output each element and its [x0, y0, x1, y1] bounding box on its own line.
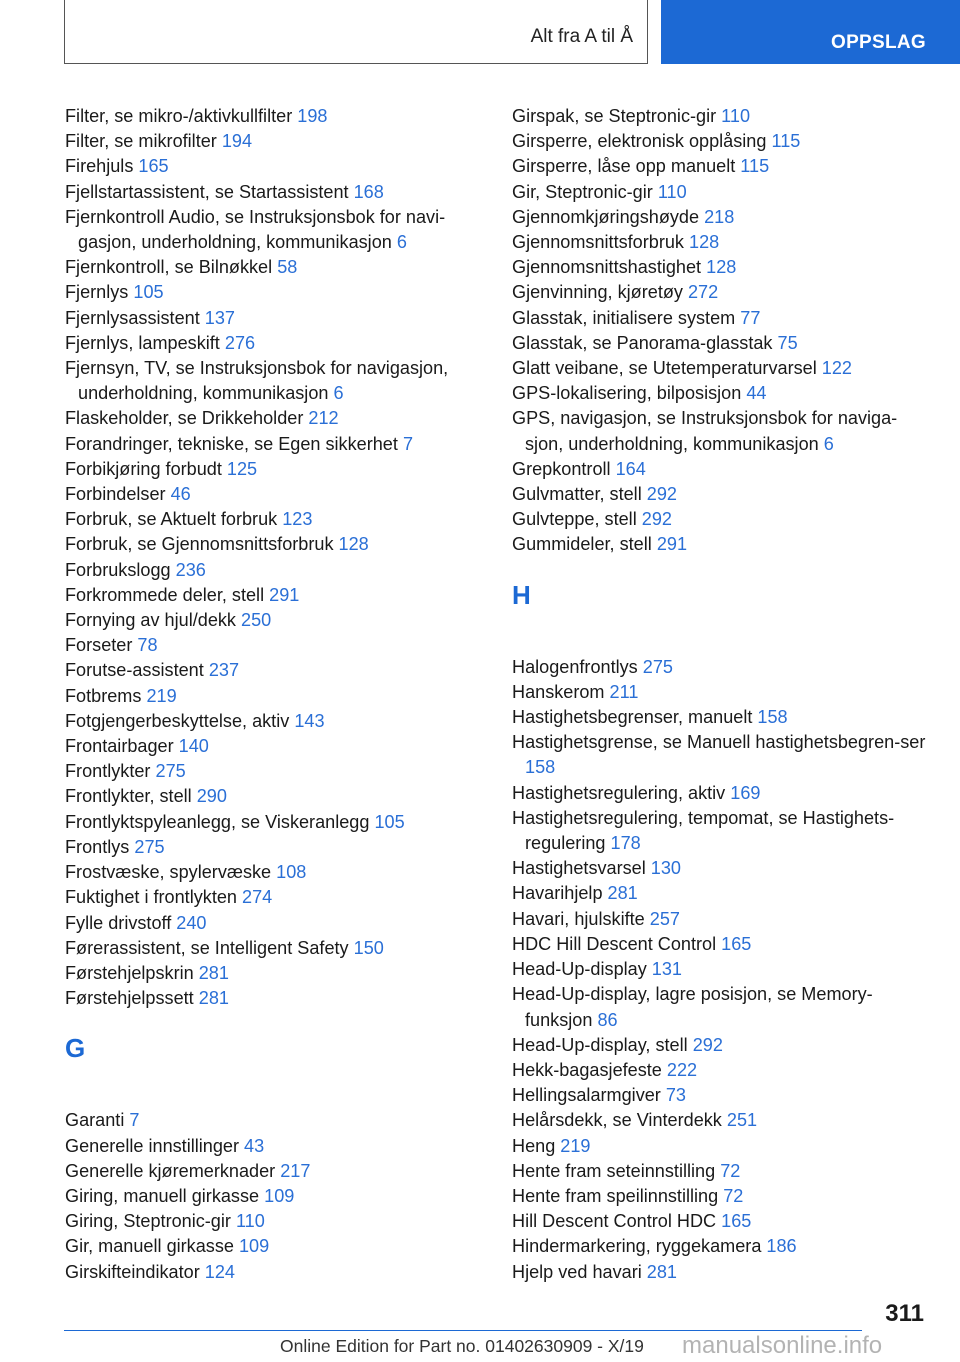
letter-heading-h: H: [512, 579, 531, 610]
index-entry: [65, 255, 485, 280]
index-entry: [512, 180, 932, 205]
index-entry: [65, 885, 485, 910]
page-link[interactable]: 291: [269, 584, 300, 605]
page-link[interactable]: 272: [687, 282, 719, 303]
page-link[interactable]: 275: [642, 656, 673, 677]
index-entry-text: Head-Up-display, lagre posisjon, se Memory-funksjon: [512, 984, 873, 1030]
index-entry-text: Frontlykter, stell: [65, 786, 192, 807]
index-entry: [512, 1108, 932, 1133]
page-link[interactable]: 290: [196, 786, 227, 807]
footer-edition-text: Online Edition for Part no. 01402630909 - X/19: [280, 1336, 644, 1356]
page-link[interactable]: 257: [649, 908, 680, 929]
page-link[interactable]: 281: [646, 1261, 677, 1282]
index-entry: [65, 1184, 485, 1209]
index-entry: [512, 982, 932, 1032]
chapter-header-box: [64, 0, 648, 64]
page-link[interactable]: 143: [294, 710, 325, 731]
index-entry-text: Generelle innstillinger: [65, 1135, 239, 1156]
index-entry-text: Forbrukslogg: [65, 559, 171, 580]
index-entry-text: Glatt veibane, se Utetemperaturvarsel: [512, 358, 817, 379]
index-entry-text: Fuktighet i frontlykten: [65, 887, 237, 908]
page-link[interactable]: 105: [374, 811, 405, 832]
index-entry-text: Flaskeholder, se Drikkeholder: [65, 408, 304, 429]
page-link[interactable]: 86: [597, 1009, 618, 1030]
index-entry: [512, 356, 932, 381]
index-entry: [512, 381, 932, 406]
page-link[interactable]: 7: [402, 433, 414, 454]
page-link[interactable]: 124: [204, 1261, 235, 1282]
index-entry: [65, 658, 485, 683]
index-entry: [512, 1083, 932, 1108]
page-link[interactable]: 292: [692, 1034, 723, 1055]
page-link[interactable]: 194: [221, 131, 253, 152]
index-entry: [512, 1033, 932, 1058]
index-entry: [65, 911, 485, 936]
index-entry: [65, 457, 485, 482]
page-link[interactable]: 281: [607, 883, 638, 904]
page-link[interactable]: 275: [155, 761, 186, 782]
index-entry-text: Fotgjengerbeskyttelse, aktiv: [65, 710, 290, 731]
footer-divider: [64, 1330, 862, 1331]
index-entry-text: Hanskerom: [512, 681, 605, 702]
index-entry-text: Gir, Steptronic-gir: [512, 181, 653, 202]
page-link[interactable]: 137: [204, 307, 235, 328]
page-link[interactable]: 110: [657, 181, 687, 202]
index-entry-text: Helårsdekk, se Vinterdekk: [512, 1110, 722, 1131]
index-entry: [65, 759, 485, 784]
page-link[interactable]: 178: [610, 833, 641, 854]
page-link[interactable]: 219: [560, 1135, 591, 1156]
index-entry: [512, 532, 932, 557]
page-link[interactable]: 236: [175, 559, 206, 580]
index-entry: [65, 583, 485, 608]
index-entry-text: Fotbrems: [65, 685, 142, 706]
index-entry-text: Hastighetsgrense, se Manuell hastighetsbegren-ser: [512, 732, 926, 753]
index-entry-text: Fornying av hjul/dekk: [65, 610, 236, 631]
index-entry: [512, 856, 932, 881]
page-link[interactable]: 291: [656, 534, 688, 555]
index-entry: [65, 1260, 485, 1285]
index-entry: [65, 734, 485, 759]
index-entry: [512, 1159, 932, 1184]
index-entry: [65, 406, 485, 431]
page-link[interactable]: 164: [615, 458, 646, 479]
page-link[interactable]: 78: [137, 635, 158, 656]
page-link[interactable]: 44: [746, 383, 767, 404]
index-entry: [65, 784, 485, 809]
page-link[interactable]: 251: [726, 1110, 758, 1131]
index-entry-text: Gjenvinning, kjøretøy: [512, 282, 683, 303]
watermark-logo: manualsonline.info: [682, 1332, 883, 1359]
index-entry-text: Gummideler, stell: [512, 534, 652, 555]
page-link[interactable]: 7: [129, 1110, 140, 1131]
page-link[interactable]: 274: [242, 887, 273, 908]
index-entry-text: Forkrommede deler, stell: [65, 584, 265, 605]
index-entry-text: Head-Up-display, stell: [512, 1034, 688, 1055]
index-entry: [512, 255, 932, 280]
index-entry: [512, 806, 932, 856]
page-link[interactable]: 110: [721, 106, 751, 126]
index-entry-text: Forutse-assistent: [65, 660, 204, 681]
index-entry-text: Giring, manuell girkasse: [65, 1185, 260, 1206]
index-entry: [65, 633, 485, 658]
page-link[interactable]: 240: [176, 912, 207, 933]
page-link[interactable]: 219: [146, 685, 177, 706]
page-link[interactable]: 186: [766, 1236, 797, 1257]
page-link[interactable]: 109: [264, 1185, 295, 1206]
index-entry-text: Gulvmatter, stell: [512, 484, 642, 505]
index-entry-text: Hastighetsregulering, tempomat, se Hastighets-regulering: [512, 807, 895, 854]
page-link[interactable]: 131: [651, 959, 682, 980]
page-link[interactable]: 108: [276, 862, 307, 883]
index-entry: [512, 331, 932, 356]
entry-list-g-cont: [512, 104, 932, 558]
index-entry-text: Fylle drivstoff: [65, 912, 172, 933]
page-link[interactable]: 109: [238, 1236, 270, 1257]
index-entry-text: Forbruk, se Gjennomsnittsforbruk: [65, 534, 334, 555]
index-entry-text: Fjellstartassistent, se Startassistent: [65, 181, 349, 202]
page-link[interactable]: 292: [646, 484, 677, 505]
index-entry: [512, 730, 932, 780]
index-entry-text: Hill Descent Control HDC: [512, 1211, 717, 1232]
index-entry: [65, 306, 485, 331]
page-number: 311: [885, 1300, 924, 1327]
index-entry-text: Frontairbager: [65, 736, 174, 757]
index-entry-text: Fjernkontroll Audio, se Instruksjonsbok for navi-gasjon, underholdning, kommunikasjon: [65, 206, 446, 253]
index-entry-text: Girspak, se Steptronic-gir: [512, 106, 717, 126]
letter-heading-block: [512, 558, 932, 655]
index-entry: [512, 205, 932, 230]
index-entry-text: Filter, se mikrofilter: [65, 131, 217, 152]
index-entry: [65, 810, 485, 835]
index-entry-text: Hastighetsvarsel: [512, 858, 646, 879]
index-entry: [512, 104, 932, 129]
index-entry: [512, 881, 932, 906]
index-entry-text: Girsperre, elektronisk opplåsing: [512, 131, 767, 152]
page-link[interactable]: 150: [353, 937, 384, 958]
index-entry-text: Fjernsyn, TV, se Instruksjonsbok for navigasjon, underholdning, kommunikasjon: [65, 358, 449, 404]
index-entry: [65, 356, 485, 406]
index-entry-text: Grepkontroll: [512, 458, 611, 479]
index-entry: [65, 835, 485, 860]
index-entry: [512, 907, 932, 932]
index-entry-text: Havarihjelp: [512, 883, 603, 904]
index-entry-text: Havari, hjulskifte: [512, 908, 645, 929]
page-link[interactable]: 250: [241, 610, 272, 631]
index-entry: [512, 655, 932, 680]
index-entry: [65, 1209, 485, 1234]
index-entry-text: Forbindelser: [65, 484, 166, 505]
index-column-left: [65, 104, 485, 1285]
index-entry-text: GPS, navigasjon, se Instruksjonsbok for naviga-sjon, underholdning, kommunikasjon: [512, 408, 898, 454]
index-entry: [512, 781, 932, 806]
page-link[interactable]: 73: [665, 1085, 686, 1106]
index-entry: [65, 709, 485, 734]
index-entry-text: Hastighetsbegrenser, manuelt: [512, 707, 753, 728]
index-entry-text: Halogenfrontlys: [512, 656, 638, 677]
index-entry-text: Førerassistent, se Intelligent Safety: [65, 937, 349, 958]
index-entry: [512, 507, 932, 532]
page-link[interactable]: 276: [224, 332, 256, 353]
index-entry-text: Gjennomsnittsforbruk: [512, 232, 684, 253]
index-entry-text: Gjennomsnittshastighet: [512, 257, 702, 278]
page-link[interactable]: 58: [277, 257, 298, 278]
index-entry-text: Hekk-bagasjefeste: [512, 1059, 662, 1080]
page-link[interactable]: 222: [666, 1059, 698, 1080]
page-link[interactable]: 77: [740, 307, 761, 328]
index-entry: [65, 961, 485, 986]
page-link[interactable]: 72: [720, 1160, 741, 1181]
page-link[interactable]: 130: [650, 858, 681, 879]
index-entry-text: HDC Hill Descent Control: [512, 933, 717, 954]
page-link[interactable]: 158: [525, 757, 556, 778]
index-entry: [65, 432, 485, 457]
index-entry: [65, 1134, 485, 1159]
page-link[interactable]: 115: [740, 156, 770, 177]
page-link[interactable]: 6: [396, 232, 407, 253]
page-header: [0, 0, 960, 68]
index-entry-text: Hente fram speilinnstilling: [512, 1185, 719, 1206]
index-entry: [65, 180, 485, 205]
index-entry-text: Gir, manuell girkasse: [65, 1236, 234, 1257]
page-link[interactable]: 75: [777, 332, 798, 353]
index-entry: [65, 608, 485, 633]
index-entry: [512, 154, 932, 179]
page-link[interactable]: 128: [689, 232, 720, 253]
page-link[interactable]: 165: [138, 156, 169, 177]
index-column-right: [512, 104, 932, 1285]
index-entry: [512, 1234, 932, 1259]
page-link[interactable]: 6: [823, 433, 834, 454]
index-entry: [65, 104, 485, 129]
page-link[interactable]: 212: [308, 408, 339, 429]
index-entry: [512, 1209, 932, 1234]
page-link[interactable]: 169: [730, 782, 761, 803]
index-entry: [65, 532, 485, 557]
index-entry-text: Frostvæske, spylervæske: [65, 862, 272, 883]
index-entry-text: Firehjuls: [65, 156, 134, 177]
index-entry: [512, 457, 932, 482]
index-entry-text: Gulvteppe, stell: [512, 509, 637, 530]
page-link[interactable]: 46: [170, 484, 191, 505]
index-entry: [65, 154, 485, 179]
index-entry-text: Heng: [512, 1135, 556, 1156]
page-link[interactable]: 217: [280, 1160, 311, 1181]
index-entry-text: Generelle kjøremerknader: [65, 1160, 276, 1181]
index-entry-text: Girsperre, låse opp manuelt: [512, 156, 736, 177]
index-entry-text: Forseter: [65, 635, 133, 656]
index-entry: [65, 331, 485, 356]
index-entry: [65, 860, 485, 885]
page-link[interactable]: 115: [771, 131, 801, 152]
index-entry: [65, 482, 485, 507]
page-link[interactable]: 168: [353, 181, 384, 202]
page-link[interactable]: 110: [235, 1211, 265, 1232]
index-entry-text: Hellingsalarmgiver: [512, 1085, 661, 1106]
section-tab[interactable]: [661, 0, 960, 64]
page-link[interactable]: 218: [704, 206, 735, 227]
page-link[interactable]: 122: [821, 358, 852, 379]
index-entry-text: Forbikjøring forbudt: [65, 458, 222, 479]
page-link[interactable]: 140: [178, 736, 209, 757]
page-link[interactable]: 281: [198, 962, 229, 983]
index-entry: [512, 1058, 932, 1083]
index-entry-text: Frontlyktspyleanlegg, se Viskeranlegg: [65, 811, 370, 832]
index-entry: [65, 684, 485, 709]
page-link[interactable]: 72: [723, 1185, 744, 1206]
index-entry-text: Glasstak, initialisere system: [512, 307, 736, 328]
page-link[interactable]: 128: [706, 257, 737, 278]
index-entry: [512, 957, 932, 982]
index-entry: [65, 1234, 485, 1259]
index-entry-text: Glasstak, se Panorama-glasstak: [512, 332, 773, 353]
entry-list-f: [65, 104, 485, 1011]
index-entry: [512, 932, 932, 957]
index-entry: [512, 680, 932, 705]
index-entry: [65, 936, 485, 961]
index-entry-text: Hindermarkering, ryggekamera: [512, 1236, 762, 1257]
page-link[interactable]: 105: [133, 282, 164, 303]
index-entry-text: Garanti: [65, 1110, 125, 1131]
index-entry-text: Forbruk, se Aktuelt forbruk: [65, 509, 278, 530]
index-entry: [65, 1108, 485, 1133]
index-entry: [512, 406, 932, 456]
page-link[interactable]: 237: [208, 660, 240, 681]
index-entry: [65, 205, 485, 255]
index-entry-text: Gjennomkjøringshøyde: [512, 206, 700, 227]
index-entry: [65, 129, 485, 154]
index-entry: [65, 1159, 485, 1184]
index-entry-text: Hjelp ved havari: [512, 1261, 642, 1282]
index-entry-text: GPS-lokalisering, bilposisjon: [512, 383, 742, 404]
index-entry-text: Frontlykter: [65, 761, 151, 782]
entry-list-h: [512, 655, 932, 1285]
page-link[interactable]: 198: [297, 106, 328, 126]
letter-heading-block: [65, 1011, 485, 1108]
index-entry: [512, 306, 932, 331]
index-entry-text: Fjernlys: [65, 282, 129, 303]
index-entry-text: Giring, Steptronic-gir: [65, 1211, 231, 1232]
entry-list-g: [65, 1108, 485, 1284]
page-link[interactable]: 165: [721, 1211, 752, 1232]
page-link[interactable]: 6: [333, 383, 344, 404]
page-link[interactable]: 158: [757, 707, 788, 728]
index-entry-text: Førstehjelpssett: [65, 988, 194, 1009]
letter-heading-g: G: [65, 1033, 86, 1064]
page-link[interactable]: 281: [198, 988, 229, 1009]
index-entry-text: Fjernlys, lampeskift: [65, 332, 220, 353]
index-entry: [512, 1134, 932, 1159]
index-entry: [65, 507, 485, 532]
index-entry: [512, 1260, 932, 1285]
index-entry: [65, 986, 485, 1011]
page-link[interactable]: 128: [338, 534, 369, 555]
page-link[interactable]: 292: [641, 509, 672, 530]
page-link[interactable]: 275: [134, 836, 165, 857]
index-entry: [512, 482, 932, 507]
index-entry: [65, 558, 485, 583]
index-entry-text: Førstehjelpskrin: [65, 962, 194, 983]
index-entry: [65, 280, 485, 305]
index-entry: [512, 230, 932, 255]
section-tab-label: OPPSLAG: [830, 32, 926, 53]
index-entry-text: Girskifteindikator: [65, 1261, 200, 1282]
index-entry-text: Fjernkontroll, se Bilnøkkel: [65, 257, 273, 278]
index-entry-text: Hente fram seteinnstilling: [512, 1160, 716, 1181]
page-link[interactable]: 43: [244, 1135, 265, 1156]
index-entry: [512, 705, 932, 730]
index-entry: [512, 280, 932, 305]
page-link[interactable]: 125: [226, 458, 258, 479]
index-entry: [512, 1184, 932, 1209]
page-link[interactable]: 211: [609, 681, 639, 702]
index-entry: [512, 129, 932, 154]
index-entry-text: Hastighetsregulering, aktiv: [512, 782, 726, 803]
index-entry-text: Frontlys: [65, 836, 130, 857]
chapter-title: Alt fra A til Å: [530, 26, 633, 47]
index-entry-text: Fjernlysassistent: [65, 307, 200, 328]
page-link[interactable]: 165: [721, 933, 752, 954]
page-link[interactable]: 123: [282, 509, 313, 530]
index-entry-text: Filter, se mikro-/aktivkullfilter: [65, 106, 293, 126]
index-entry-text: Forandringer, tekniske, se Egen sikkerhet: [65, 433, 398, 454]
index-entry-text: Head-Up-display: [512, 959, 647, 980]
